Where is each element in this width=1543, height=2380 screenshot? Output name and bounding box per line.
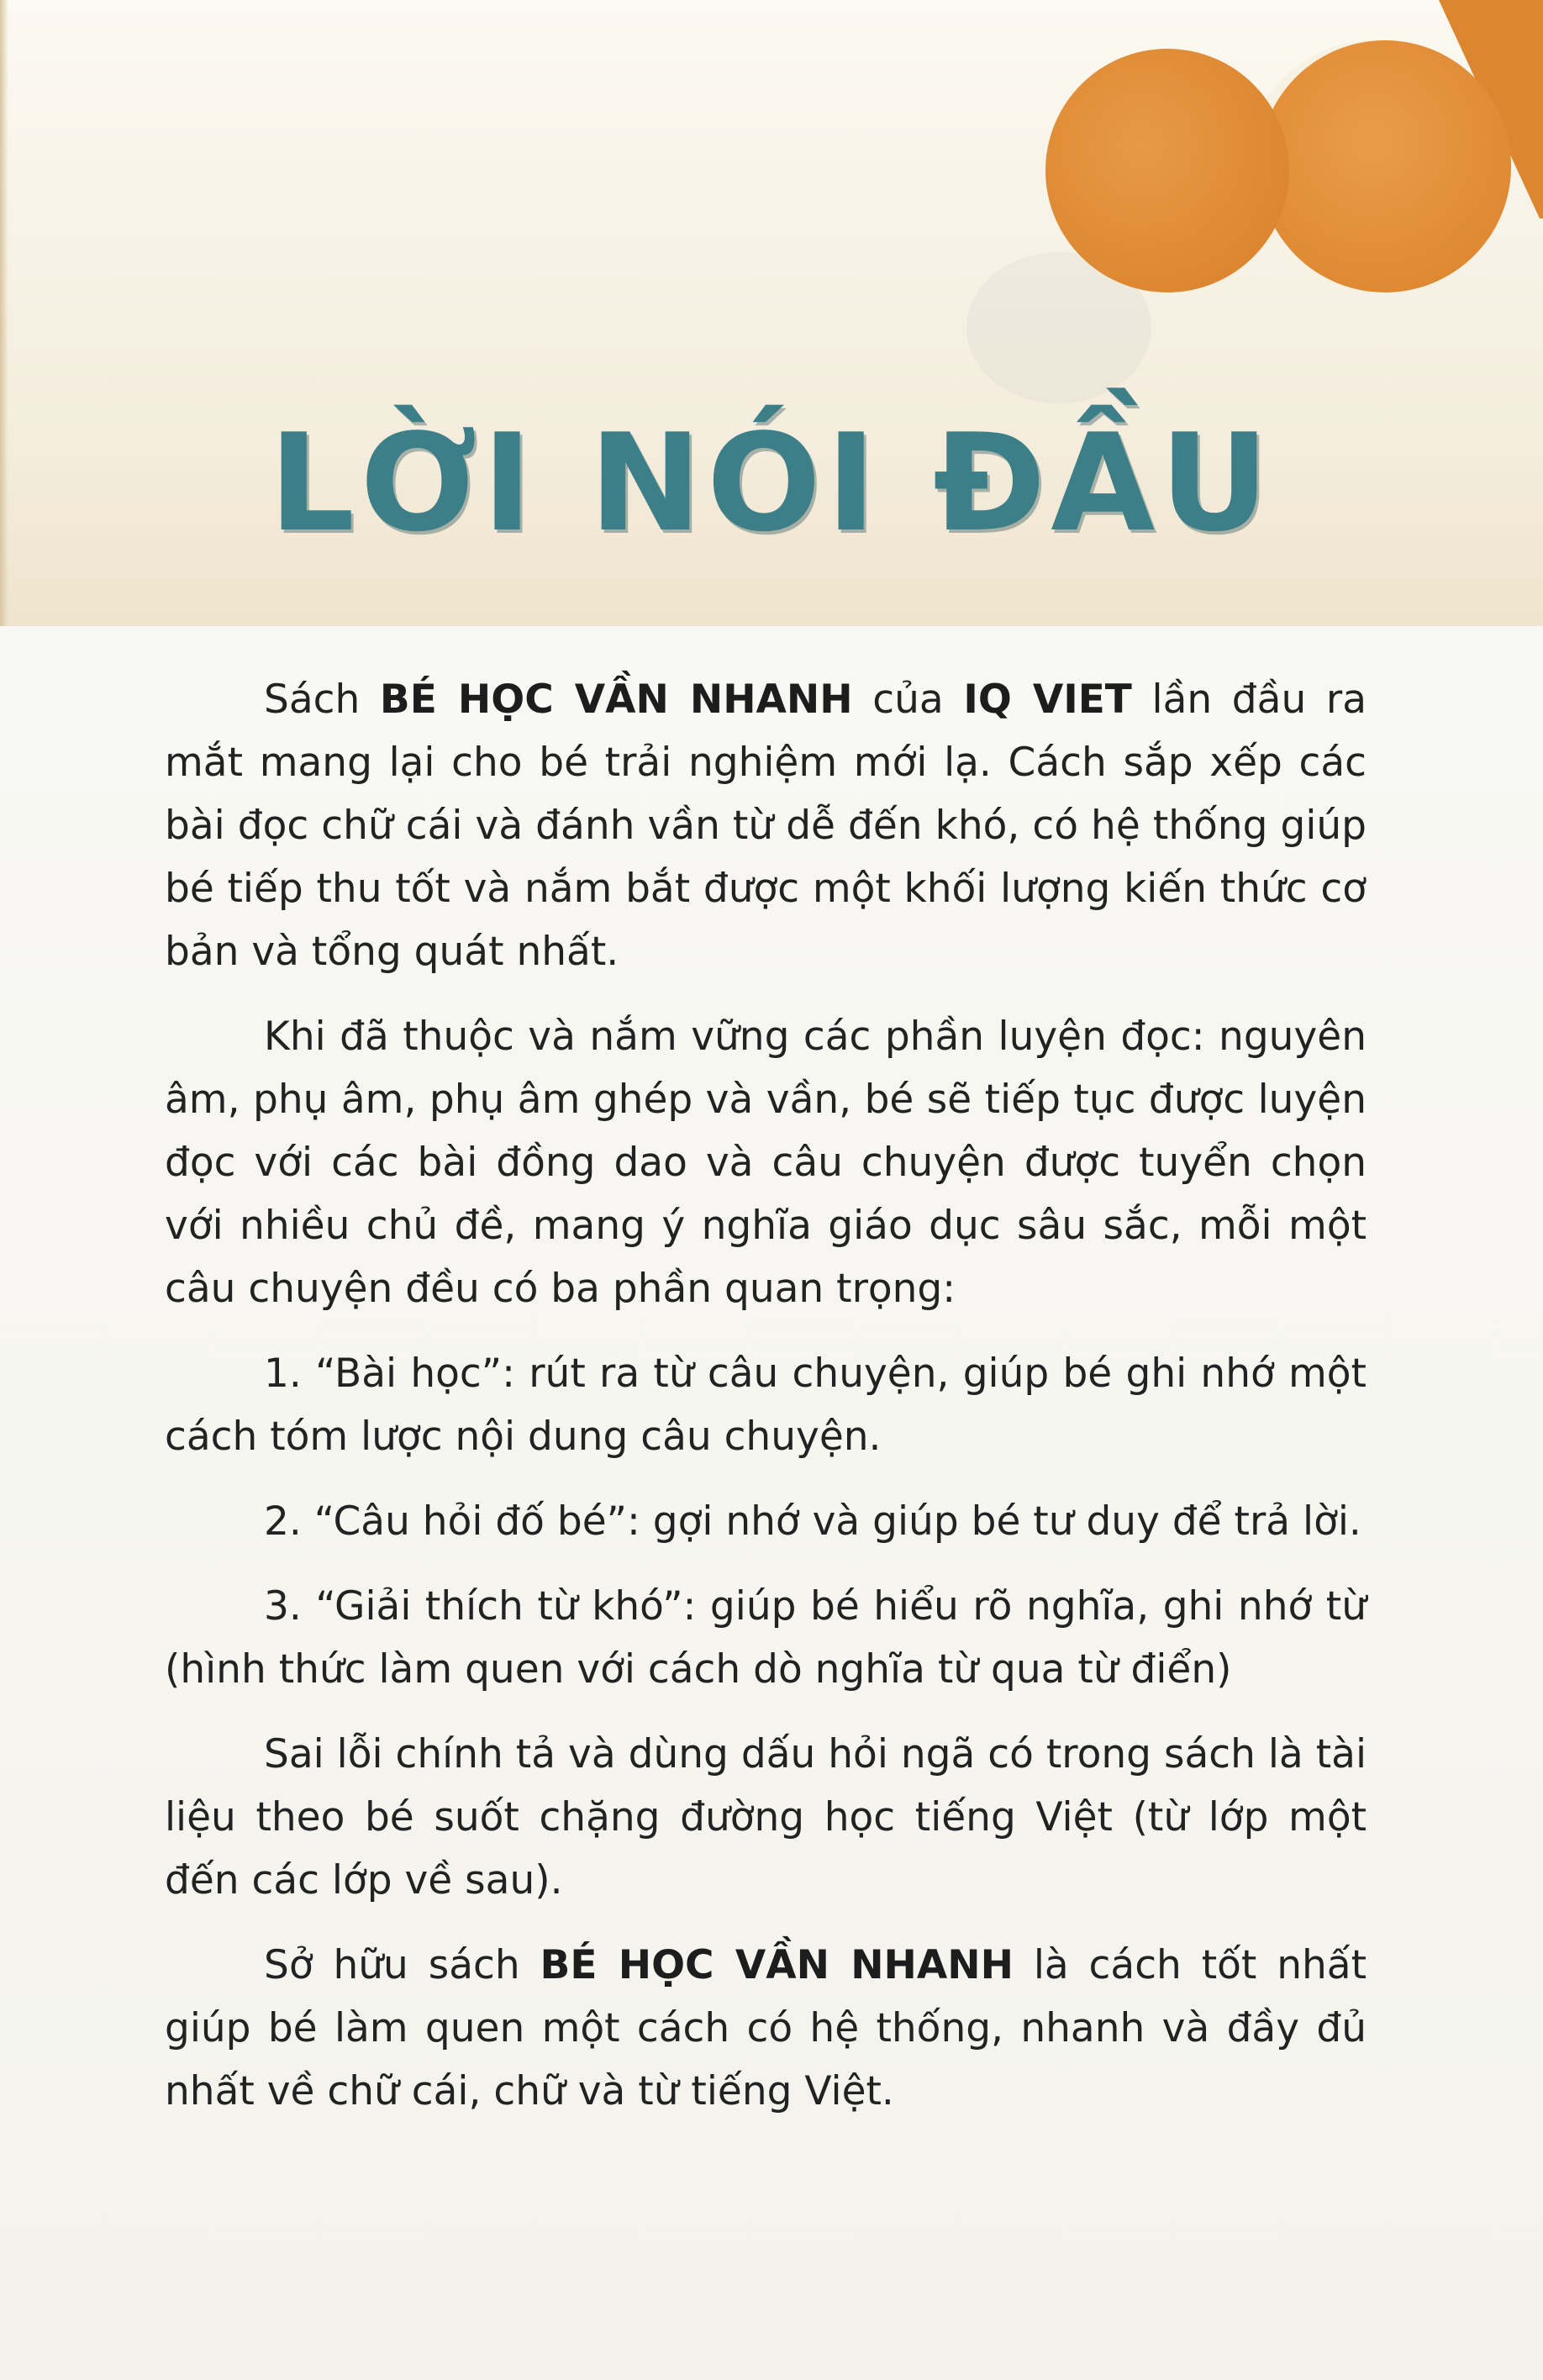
- paragraph-1: [165, 668, 1367, 983]
- text-segment: 1. “Bài học”: rút ra từ câu chuyện, giúp bé ghi nhớ một cách tóm lược nội dung câu chuyện.: [165, 1351, 1367, 1460]
- book-title-bold: BÉ HỌC VẦN NHANH: [379, 677, 853, 723]
- publisher-name-bold: IQ VIET: [963, 677, 1132, 723]
- list-item-1: [165, 1342, 1367, 1468]
- paragraph-3: [165, 1723, 1367, 1912]
- text-segment: 2. “Câu hỏi đố bé”: gợi nhớ và giúp bé tư duy để trả lời.: [264, 1498, 1361, 1545]
- orange-circle-decoration-left: [1045, 49, 1289, 292]
- list-item-3: [165, 1575, 1367, 1701]
- text-segment: Sở hữu sách: [264, 1942, 540, 1988]
- page-title: LỜI NÓI ĐẦU: [269, 404, 1274, 561]
- text-segment: lần đầu ra mắt mang lại cho bé trải nghiệm mới lạ. Cách sắp xếp các bài đọc chữ cái và đánh vần từ dễ đến khó, có hệ thống giúp bé tiếp thu tốt và nắm bắt được một khối lượng kiến thức cơ bản và tổng quát nhất.: [165, 677, 1367, 975]
- preface-text: [165, 668, 1367, 2145]
- text-segment: Sai lỗi chính tả và dùng dấu hỏi ngã có trong sách là tài liệu theo bé suốt chặng đường học tiếng Việt (từ lớp một đến các lớp về sau).: [165, 1731, 1367, 1903]
- paragraph-4: [165, 1934, 1367, 2123]
- text-segment: Sách: [264, 677, 380, 723]
- text-segment: 3. “Giải thích từ khó”: giúp bé hiểu rõ nghĩa, ghi nhớ từ (hình thức làm quen với cách dò nghĩa từ qua từ điển): [165, 1583, 1367, 1693]
- book-title-bold: BÉ HỌC VẦN NHANH: [540, 1942, 1014, 1988]
- text-segment: là cách tốt nhất giúp bé làm quen một cách có hệ thống, nhanh và đầy đủ nhất về chữ cái, chữ và từ tiếng Việt.: [165, 1942, 1367, 2114]
- text-segment: Khi đã thuộc và nắm vững các phần luyện đọc: nguyên âm, phụ âm, phụ âm ghép và vần, bé sẽ tiếp tục được luyện đọc với các bài đồng dao và câu chuyện được tuyển chọn với nhiều chủ đề, mang ý nghĩa giáo dục sâu sắc, mỗi một câu chuyện đều có ba phần quan trọng:: [165, 1014, 1367, 1312]
- paragraph-2: [165, 1005, 1367, 1320]
- text-segment: của: [852, 677, 964, 723]
- orange-circle-decoration-right: [1259, 40, 1511, 292]
- list-item-2: [165, 1490, 1367, 1553]
